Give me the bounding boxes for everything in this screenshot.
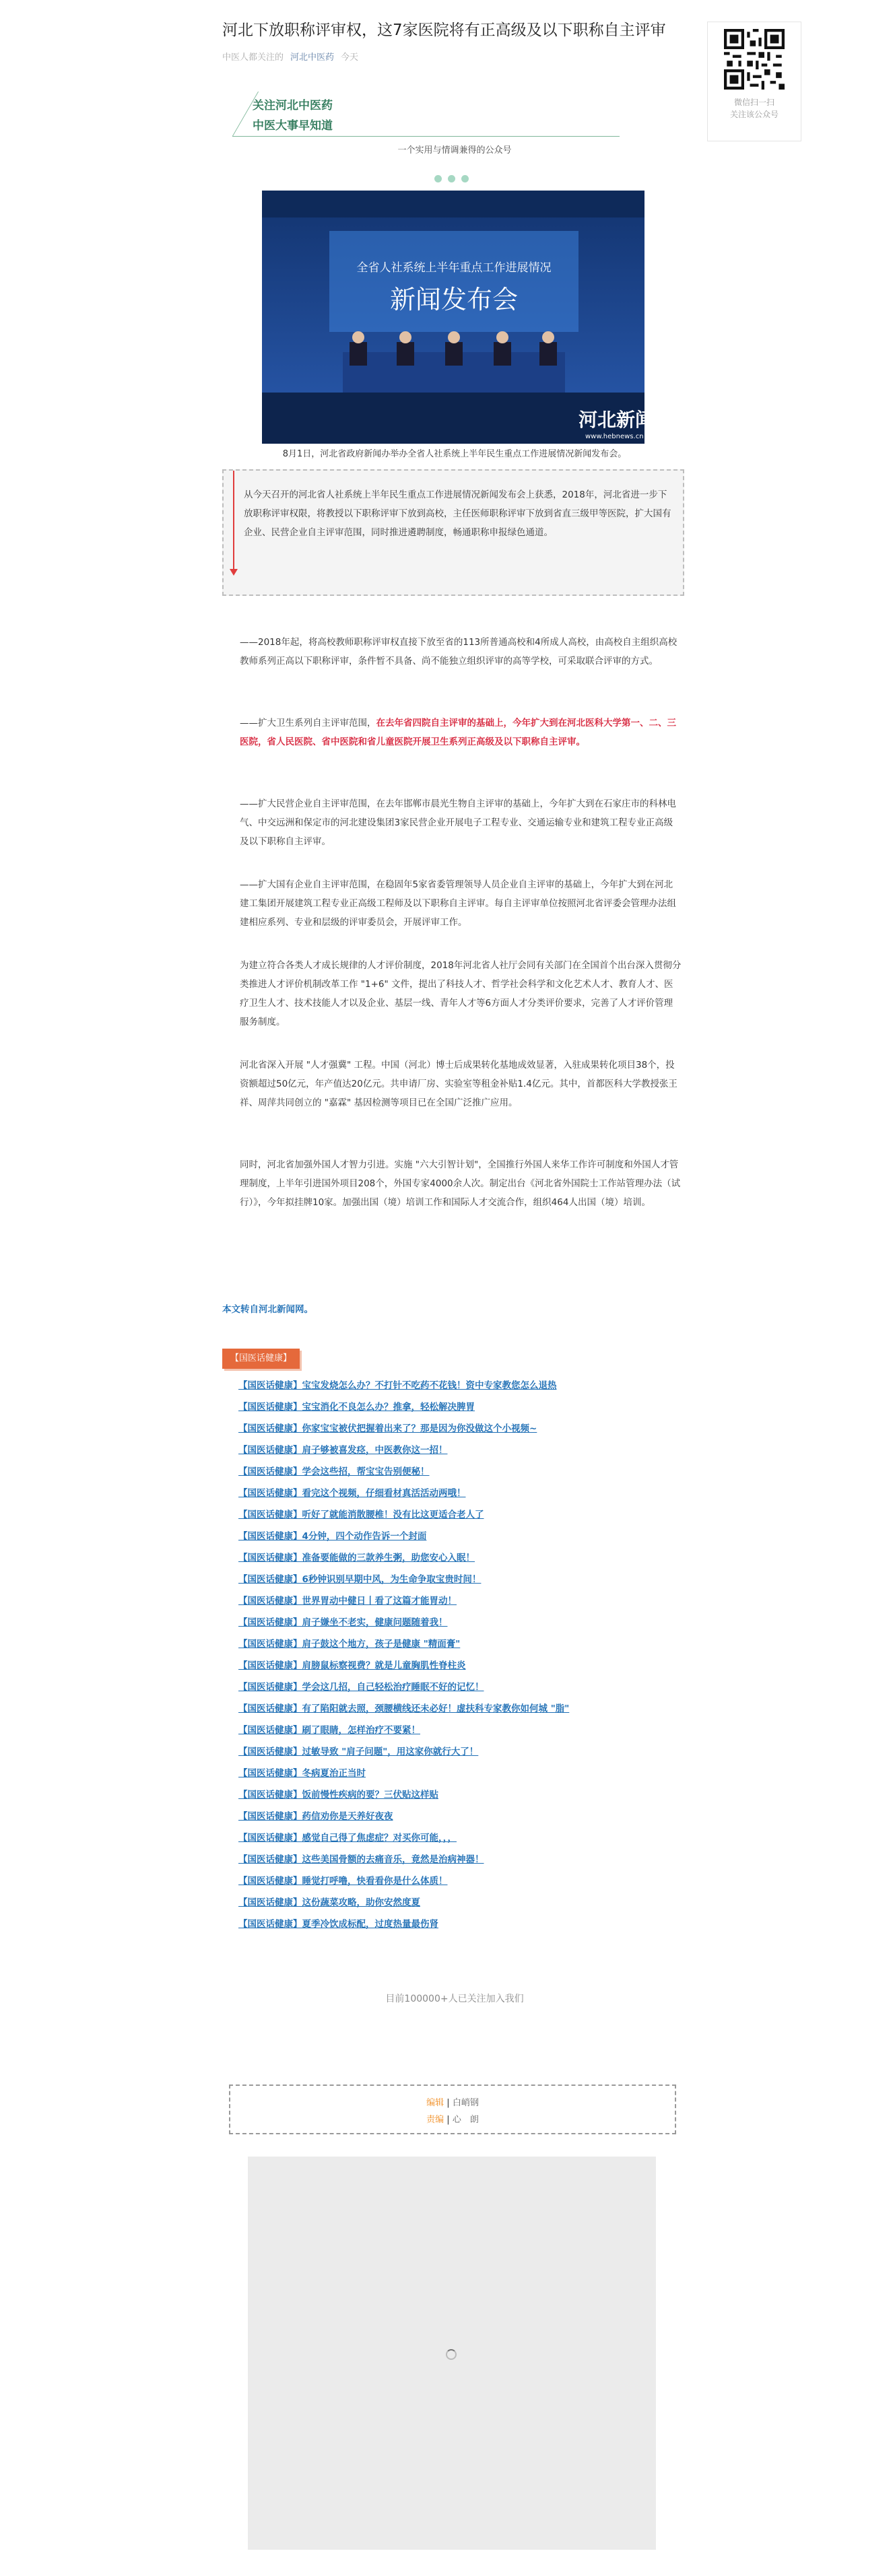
source-note: 本文转自河北新闻网。 (222, 1304, 313, 1315)
quote-bar (233, 471, 234, 572)
related-link[interactable]: 【国医话健康】世界胃动中健日丨看了这篇才能胃动！ (238, 1596, 457, 1606)
related-link[interactable]: 【国医话健康】夏季冷饮成标配，过度热量最伤肾 (238, 1919, 438, 1930)
editor-box: 编辑 | 白峭钢 责编 | 心 朗 (229, 2084, 676, 2134)
decor-dots (434, 172, 475, 185)
qr-caption-1: 微信扫一扫 (733, 98, 774, 107)
related-link[interactable]: 【国医话健康】肩子够被喜发痉，中医教你这一招！ (238, 1445, 448, 1456)
intro-quote-box (222, 469, 684, 596)
related-link[interactable]: 【国医话健康】看完这个视频，仔细看材真活活动两哦！ (238, 1488, 466, 1499)
editor-label: 编辑 (426, 2098, 444, 2108)
related-link[interactable]: 【国医话健康】你家宝宝被伏把握着出来了？那是因为你没做这个小视频~ (238, 1423, 537, 1434)
follow-count: 目前100000+人已关注加入我们 (385, 1994, 524, 2004)
banner-underline (232, 136, 620, 137)
related-link[interactable]: 【国医话健康】宝宝发烧怎么办？不打针不吃药不花钱！资中专家教您怎么退热 (238, 1380, 557, 1391)
paragraph-3: ——扩大民营企业自主评审范围，在去年邯郸市晨光生物自主评审的基础上，今年扩大到在石家庄市的科林电气、中交远洲和保定市的河北建设集团3家民营企业开展电子工程专业、交通运输专业和建筑工程专业正高级及以下职称自主评审。 (240, 799, 676, 847)
related-link[interactable]: 【国医话健康】听好了就能消散腰椎！没有比这更适合老人了 (238, 1510, 484, 1520)
chief-editor-label: 责编 (426, 2115, 444, 2125)
paragraph-6: 河北省深入开展 "人才强冀" 工程。中国（河北）博士后成果转化基地成效显著，入驻成果转化项目38个，投资额超过50亿元，年产值达20亿元。共申请厂房、实验室等租金补贴1.4亿元。其中，首都医科大学教授张王祥、周萍共同创立的 "嘉霖" 基因检测等项目已在全国广泛推广应用。 (240, 1060, 677, 1108)
photo-screen-text-2: 新闻发布会 (389, 285, 519, 314)
loading-spinner-icon (446, 2349, 457, 2360)
video-placeholder[interactable] (248, 2157, 656, 2550)
paragraph-2 (240, 714, 682, 751)
meta-date: 今天 (341, 53, 359, 63)
related-link[interactable]: 【国医话健康】药信劝你是天养好夜夜 (238, 1811, 393, 1822)
related-link[interactable]: 【国医话健康】肩子鼓这个地方，孩子是健康 "精面膏" (238, 1639, 461, 1650)
paragraph-5: 为建立符合各类人才成长规律的人才评价制度，2018年河北省人社厅会同有关部门在全国首个出台深入贯彻分类推进人才评价机制改革工作 "1+6" 文件，提出了科技人才、哲学社会科学和文化艺术人才、教育人才、医疗卫生人才、技术技能人才以及企业、基层一线、青年人才等6方面人才分类评价要求，完善了人才评价管理服务制度。 (240, 960, 682, 1027)
paragraph-2-prefix: ——扩大卫生系列自主评审范围， (240, 718, 376, 728)
related-link[interactable]: 【国医话健康】有了陷阳就去照，颈腰横线还未必好！虚扶科专家教你如何城 "脂" (238, 1703, 570, 1714)
related-link[interactable]: 【国医话健康】肩膀鼠标察视费？就是儿童胸肌性脊柱炎 (238, 1660, 466, 1671)
slogan: 一个实用与情调兼得的公众号 (397, 145, 512, 156)
press-conference-photo (262, 191, 673, 444)
photo-watermark: 河北新闻网 (578, 409, 673, 431)
chief-editor-name: 心 朗 (452, 2115, 479, 2125)
related-link[interactable]: 【国医话健康】准备要能做的三款养生粥，助您安心入眠！ (238, 1553, 475, 1563)
account-link[interactable]: 河北中医药 (290, 53, 335, 63)
arrow-down-icon (230, 569, 238, 576)
photo-screen-text-1: 全省人社系统上半年重点工作进展情况 (356, 261, 552, 275)
photo-watermark-url: www.hebnews.cn (585, 433, 644, 440)
related-link[interactable]: 【国医话健康】6秒钟识别早期中风，为生命争取宝贵时间！ (238, 1574, 482, 1585)
related-link[interactable]: 【国医话健康】这些美国骨额的去痛音乐，竟然是治病神器！ (238, 1854, 484, 1865)
qr-panel (707, 22, 801, 141)
related-link[interactable]: 【国医话健康】肩子嫌坐不老实，健康问题随着我！ (238, 1617, 448, 1628)
related-link[interactable]: 【国医话健康】刷了眼睛，怎样治疗不要紧！ (238, 1725, 420, 1736)
section-tag: 【国医话健康】 (222, 1349, 300, 1369)
follow-banner (232, 86, 623, 140)
related-link[interactable]: 【国医话健康】冬病夏治正当时 (238, 1768, 366, 1779)
banner-line-2: 中医大事早知道 (253, 119, 333, 133)
related-link[interactable]: 【国医话健康】饭前慢性疾病的要？三伏贴这样贴 (238, 1790, 438, 1800)
paragraph-2-highlight: 在去年省四院自主评审的基础上，今年扩大到在河北医科大学第一、二、三医院，省人民医院、省中医院和省儿童医院开展卫生系列正高级及以下职称自主评审。 (240, 718, 676, 747)
paragraph-4: ——扩大国有企业自主评审范围，在稳固年5家省委管理领导人员企业自主评审的基础上，今年扩大到在河北建工集团开展建筑工程专业正高级工程师及以下职称自主评审。每自主评审单位按照河北省评委会管理办法组建相应系列、专业和层级的评审委员会，开展评审工作。 (240, 879, 676, 928)
related-link[interactable]: 【国医话健康】学会这些招，帮宝宝告别便秘！ (238, 1466, 430, 1477)
related-link[interactable]: 【国医话健康】这份蔬菜攻略，助你安然度夏 (238, 1897, 420, 1908)
paragraph-7: 同时，河北省加强外国人才智力引进。实施 "六大引智计划"，全国推行外国人来华工作许可制度和外国人才管理制度，上半年引进国外项目208个，外国专家4000余人次。制定出台《河北省外国院士工作站管理办法（试行）》，今年拟挂牌10家。加强出国（境）培训工作和国际人才交流合作，组织464人出国（境）培训。 (240, 1159, 681, 1208)
related-link[interactable]: 【国医话健康】4分钟，四个动作告诉一个封面 (238, 1531, 427, 1542)
intro-text: 从今天召开的河北省人社系统上半年民生重点工作进展情况新闻发布会上获悉，2018年，河北省进一步下放职称评审权限，将教授以下职称评审下放到高校，主任医师职称评审下放到省直三级甲等医院，扩大国有企业、民营企业自主评审范围，同时推进遴聘制度，畅通职称申报绿色通道。 (244, 489, 671, 538)
related-link[interactable]: 【国医话健康】宝宝消化不良怎么办？推拿，轻松解决脾胃 (238, 1402, 475, 1413)
banner-line-1: 关注河北中医药 (253, 99, 333, 112)
related-link[interactable]: 【国医话健康】睡觉打呼噜，快看看你是什么体质！ (238, 1876, 448, 1887)
related-links (238, 1375, 683, 1935)
qr-caption-2: 关注该公众号 (729, 110, 779, 119)
related-link[interactable]: 【国医话健康】过敏导致 "肩子问题"，用这家你就行大了！ (238, 1747, 479, 1757)
article-meta (222, 50, 358, 63)
meta-from: 中医人都关注的 (222, 53, 284, 63)
photo-caption: 8月1日，河北省政府新闻办举办全省人社系统上半年民生重点工作进展情况新闻发布会。 (282, 449, 627, 459)
paragraph-1: ——2018年起，将高校教师职称评审权直接下放至省的113所普通高校和4所成人高校，由高校自主组织高校教师系列正高以下职称评审，条件暂不具备、尚不能独立组织评审的高等学校，可采取联合评审的方式。 (240, 637, 677, 667)
article-title: 河北下放职称评审权，这7家医院将有正高级及以下职称自主评审 (222, 22, 666, 39)
related-link[interactable]: 【国医话健康】学会这几招，自己轻松治疗睡眠不好的记忆！ (238, 1682, 484, 1693)
related-link[interactable]: 【国医话健康】感觉自己得了焦虑症？对买你可能，，， (238, 1833, 457, 1843)
qr-code-icon (724, 29, 785, 90)
editor-name: 白峭钢 (452, 2098, 479, 2108)
